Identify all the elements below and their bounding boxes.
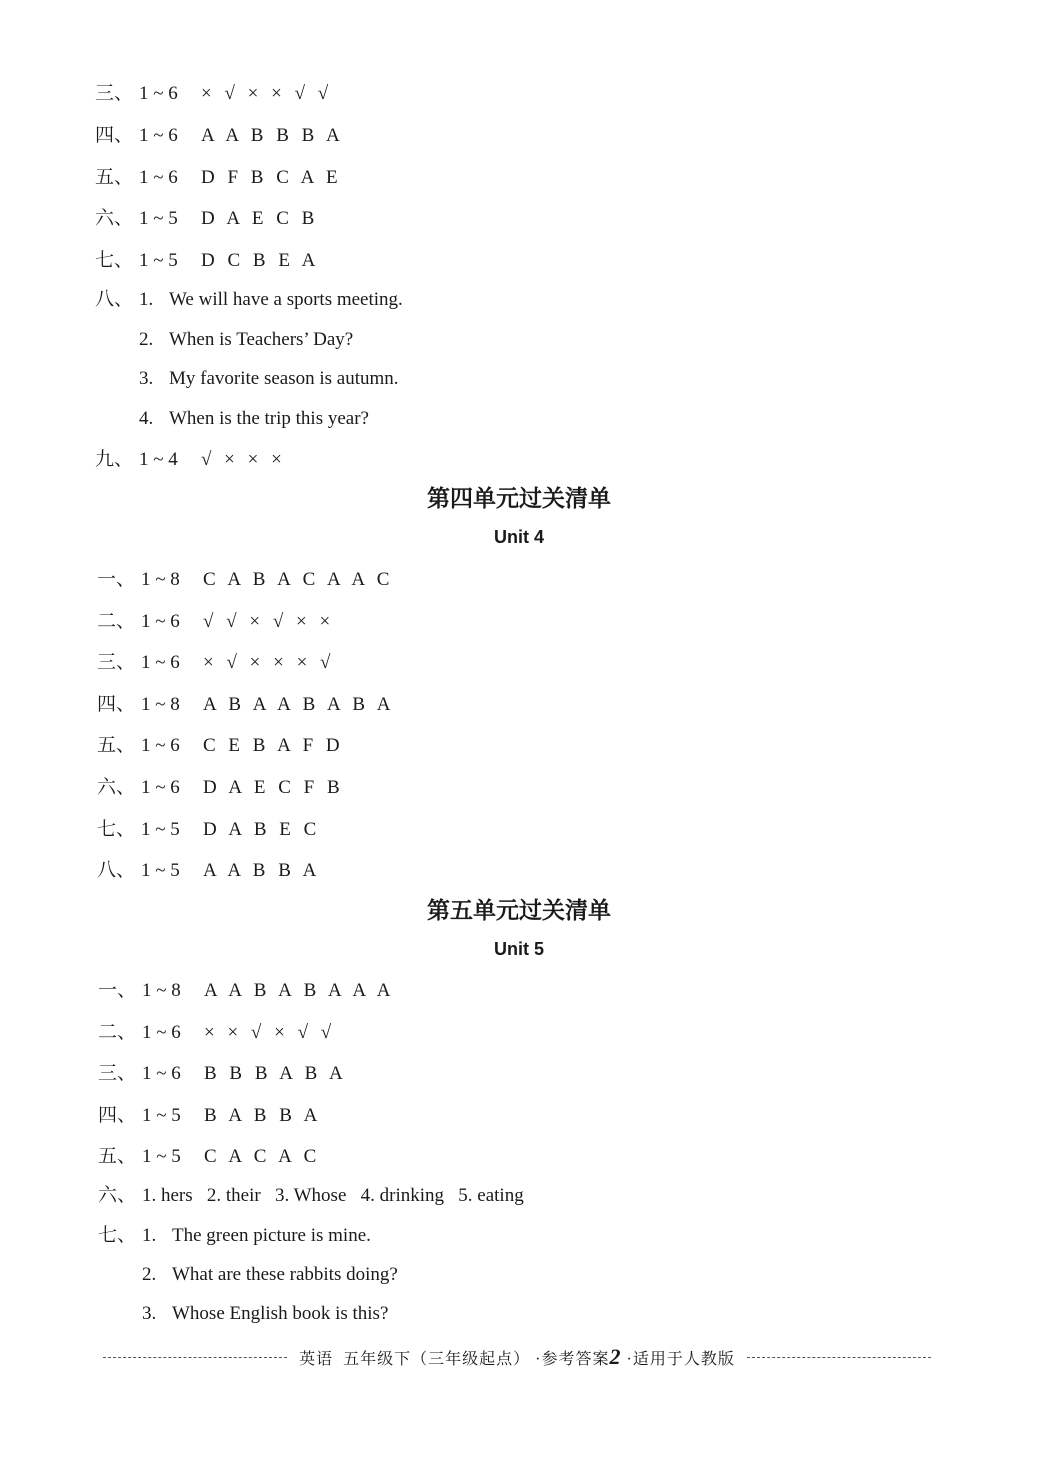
item-number: 1.: [139, 289, 154, 310]
answers: × √ × × √ √: [201, 83, 333, 104]
answers: D A E C F B: [203, 777, 344, 798]
section-index: 三、: [97, 652, 136, 673]
item-number: 3.: [142, 1303, 157, 1324]
section-index: 四、: [97, 694, 136, 715]
section-index: 三、: [95, 83, 134, 104]
question-range: 1 ~ 5: [141, 860, 180, 881]
answer-row: [97, 568, 393, 592]
item-number: 2.: [139, 329, 154, 350]
sentence-row: [142, 1302, 388, 1326]
item-number: 4.: [139, 408, 154, 429]
fill-in-answers: 1. hers 2. their 3. Whose 4. drinking 5. eating: [142, 1185, 524, 1206]
sentence: What are these rabbits doing?: [172, 1264, 398, 1285]
answer-row: [98, 1104, 321, 1128]
answer-row: [95, 207, 318, 231]
answers: D C B E A: [201, 250, 320, 271]
section-index: 二、: [97, 611, 136, 632]
answers: A A B B A: [203, 860, 321, 881]
footer-grade: 五年级下（三年级起点）: [343, 1351, 531, 1368]
answer-row: [97, 859, 320, 883]
section-title: 第五单元过关清单: [427, 897, 611, 924]
sentence-row: [98, 1224, 371, 1248]
answers: √ × × ×: [201, 449, 286, 470]
section-index: 五、: [97, 735, 136, 756]
question-range: 1 ~ 6: [139, 125, 178, 146]
question-range: 1 ~ 8: [142, 980, 181, 1001]
sentence: My favorite season is autumn.: [169, 368, 399, 389]
footer-divider-left: [103, 1357, 287, 1358]
answers: D F B C A E: [201, 167, 342, 188]
sentence: Whose English book is this?: [172, 1303, 389, 1324]
question-range: 1 ~ 4: [139, 449, 178, 470]
section-index: 九、: [95, 449, 134, 470]
answer-row: [95, 249, 319, 273]
answer-row: [97, 776, 344, 800]
section-index: 七、: [97, 819, 136, 840]
question-range: 1 ~ 6: [142, 1063, 181, 1084]
answer-row: [98, 979, 394, 1003]
footer-subject: 英语: [299, 1351, 334, 1368]
footer-edition: ·适用于人教版: [626, 1351, 735, 1368]
unit-subtitle: Unit 4: [493, 527, 544, 547]
sentence-row: [139, 407, 369, 431]
question-range: 1 ~ 6: [139, 83, 178, 104]
answers: × √ × × × √: [203, 652, 335, 673]
question-range: 1 ~ 5: [141, 819, 180, 840]
page-footer: [103, 1344, 931, 1370]
question-range: 1 ~ 5: [139, 208, 178, 229]
answers: A A B B B A: [201, 125, 344, 146]
question-range: 1 ~ 6: [141, 611, 180, 632]
section-title: 第四单元过关清单: [427, 485, 611, 512]
question-range: 1 ~ 6: [141, 735, 180, 756]
footer-divider-right: [747, 1357, 931, 1358]
answers: D A B E C: [203, 819, 321, 840]
section-index: 七、: [98, 1225, 137, 1246]
section-index: 五、: [98, 1146, 137, 1167]
unit-subtitle: Unit 5: [493, 939, 544, 959]
question-range: 1 ~ 8: [141, 694, 180, 715]
answers: B A B B A: [204, 1105, 322, 1126]
answer-row: [95, 124, 344, 148]
answer-row: [97, 693, 395, 717]
section-index: 五、: [95, 167, 134, 188]
fill-in-row: [98, 1184, 524, 1208]
footer-text: [287, 1344, 747, 1370]
question-range: 1 ~ 5: [139, 250, 178, 271]
answers: C A C A C: [204, 1146, 321, 1167]
section-index: 六、: [95, 208, 134, 229]
section-index: 三、: [98, 1063, 137, 1084]
answer-row: [98, 1021, 335, 1045]
footer-label: ·参考答案: [535, 1351, 610, 1368]
question-range: 1 ~ 6: [141, 652, 180, 673]
answers: √ √ × √ × ×: [203, 611, 335, 632]
answer-row: [97, 734, 344, 758]
section-index: 一、: [98, 980, 137, 1001]
section-index: 四、: [95, 125, 134, 146]
page-number: 2: [609, 1344, 622, 1369]
question-range: 1 ~ 8: [141, 569, 180, 590]
answers: D A E C B: [201, 208, 319, 229]
answer-row: [98, 1062, 347, 1086]
section-index: 六、: [98, 1185, 137, 1206]
answers: × × √ × √ √: [204, 1022, 336, 1043]
question-range: 1 ~ 6: [139, 167, 178, 188]
answer-row: [97, 610, 334, 634]
answer-row: [95, 166, 342, 190]
section-index: 八、: [97, 860, 136, 881]
item-number: 2.: [142, 1264, 157, 1285]
section-index: 七、: [95, 250, 134, 271]
answer-row: [97, 818, 320, 842]
sentence-row: [142, 1263, 398, 1287]
sentence-row: [139, 328, 353, 352]
answers: A B A A B A B A: [203, 694, 395, 715]
answers: A A B A B A A A: [204, 980, 395, 1001]
answer-row: [95, 448, 286, 472]
sentence-row: [95, 288, 403, 312]
section-index: 二、: [98, 1022, 137, 1043]
answer-row: [97, 651, 334, 675]
sentence-row: [139, 367, 399, 391]
item-number: 1.: [142, 1225, 157, 1246]
question-range: 1 ~ 6: [142, 1022, 181, 1043]
answers: C E B A F D: [203, 735, 344, 756]
answers: C A B A C A A C: [203, 569, 394, 590]
item-number: 3.: [139, 368, 154, 389]
question-range: 1 ~ 5: [142, 1146, 181, 1167]
section-index: 八、: [95, 289, 134, 310]
section-index: 六、: [97, 777, 136, 798]
sentence: The green picture is mine.: [172, 1225, 371, 1246]
sentence: When is the trip this year?: [169, 408, 369, 429]
question-range: 1 ~ 5: [142, 1105, 181, 1126]
answers: B B B A B A: [204, 1063, 347, 1084]
section-index: 一、: [97, 569, 136, 590]
sentence: We will have a sports meeting.: [169, 289, 403, 310]
question-range: 1 ~ 6: [141, 777, 180, 798]
section-index: 四、: [98, 1105, 137, 1126]
answer-row: [98, 1145, 320, 1169]
sentence: When is Teachers’ Day?: [169, 329, 354, 350]
answer-row: [95, 82, 332, 106]
